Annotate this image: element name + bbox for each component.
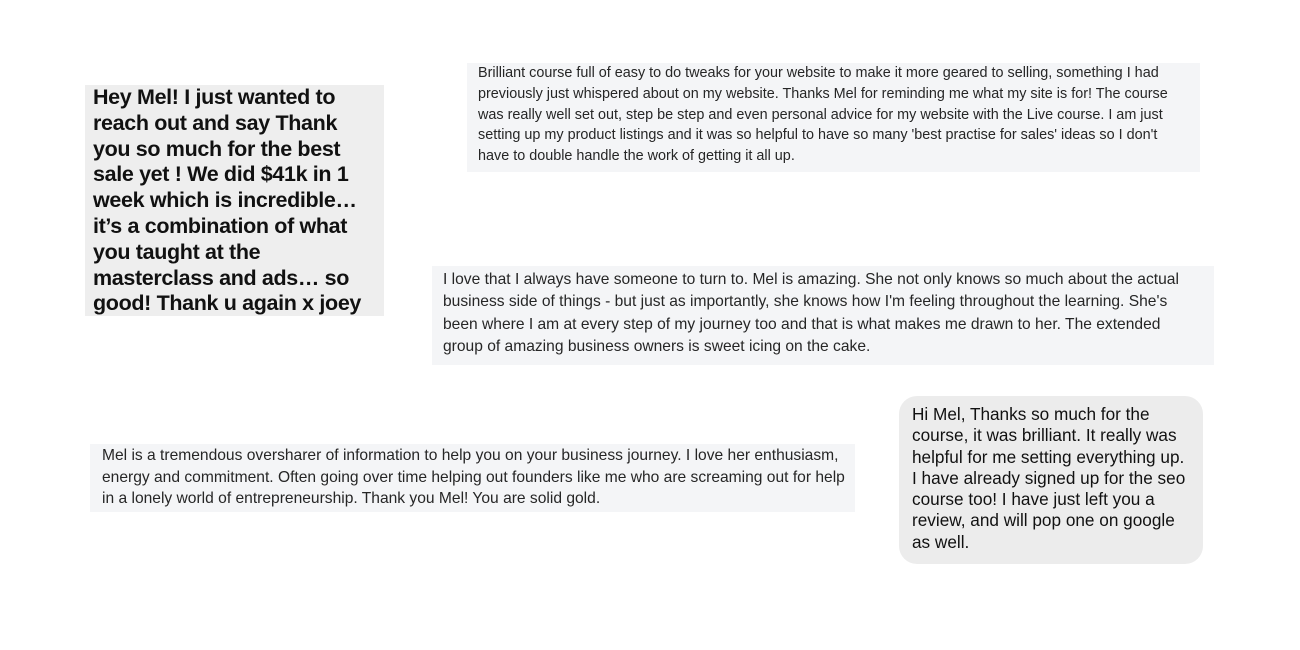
- testimonial-chat-bubble: [899, 396, 1203, 564]
- testimonial-solid-gold: [90, 444, 855, 512]
- testimonial-support-text: I love that I always have someone to turn to. Mel is amazing. She not only knows so much about the actual business side of things - but just as importantly, she knows how I'm feeling throughout the learning. She's been where I am at every step of my journey too and that is what makes me drawn to her. The extended group of amazing business owners is sweet icing on the cake.: [443, 271, 1179, 356]
- testimonial-support: [432, 266, 1214, 365]
- testimonial-joey-text: Hey Mel! I just wanted to reach out and say Thank you so much for the best sale yet ! We did $41k in 1 week which is incredible… it’s a combination of what you taught at the masterclass and ads… so good! Thank u again x joey: [93, 85, 362, 316]
- testimonial-course-review-text: Brilliant course full of easy to do tweaks for your website to make it more geared to selling, something I had previously just whispered about on my website. Thanks Mel for reminding me what my site is for! The course was really well set out, step be step and even personal advice for my website with the Live course. I am just setting up my product listings and it was so helpful to have so many 'best practise for sales' ideas so I don't have to double handle the work of getting it all up.: [478, 65, 1168, 165]
- testimonial-course-review: [467, 63, 1200, 172]
- testimonial-joey: [85, 85, 384, 316]
- testimonial-chat-bubble-text: Hi Mel, Thanks so much for the course, it was brilliant. It really was helpful for me setting everything up. I have already signed up for the seo course too! I have just left you a review, and will pop one on google as well.: [912, 404, 1186, 552]
- testimonial-solid-gold-text: Mel is a tremendous oversharer of information to help you on your business journey. I love her enthusiasm, energy and commitment. Often going over time helping out founders like me who are screaming out for help in a lonely world of entrepreneurship. Thank you Mel! You are solid gold.: [102, 447, 845, 508]
